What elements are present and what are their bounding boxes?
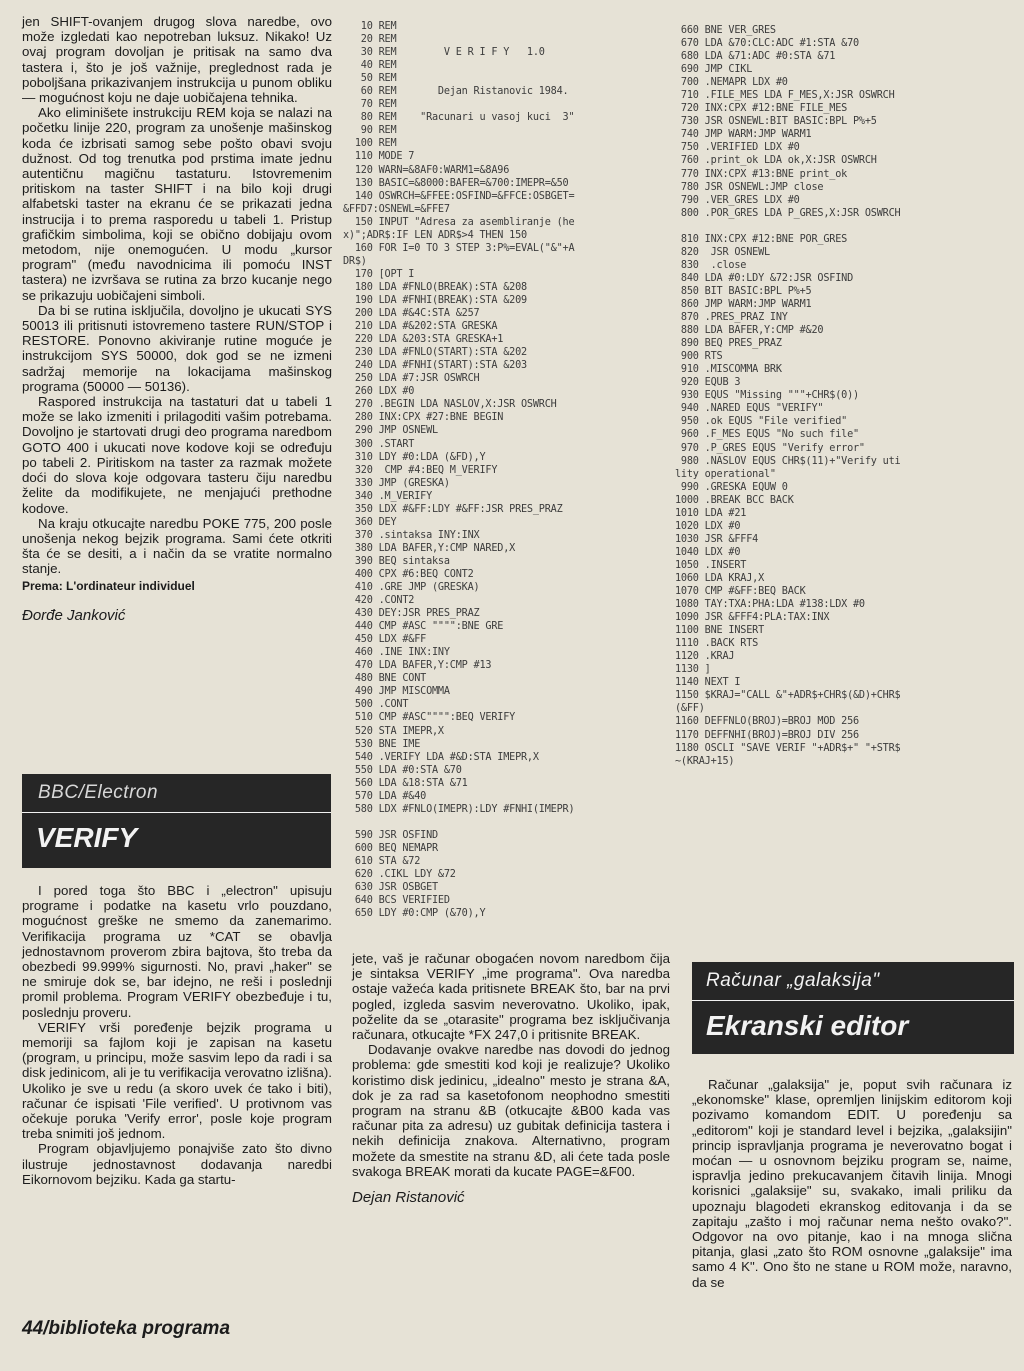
paragraph: Raspored instrukcija na tastaturi dat u tabeli 1 može se lako izmeniti i prilagoditi vašim potrebama. Dovoljno je startovati drugi deo programa naredbom GOTO 400 i ukucati nove kodove koji se određuju po tabeli 2. Piritiskom na taster za razmak možete doći do slova koje odgovara tasteru čiju naredbu želite da modifikujete, ne menjajući prethodne kodove. [22,394,332,516]
banner-subtitle: Računar „galaksija" [706,970,880,991]
author-name: Đorđe Janković [22,606,126,624]
paragraph: Da bi se rutina isključila, dovoljno je ukucati SYS 50013 ili pritisnuti istovremeno tastere RUN/STOP i RESTORE. Ponovno akiviranje rutine moguće je instrukcijom SYS 50000, dok god se ne izmeni sadržaj memorije na lokacijama mašinskog programa (50000 — 50136). [22,302,332,394]
paragraph: VERIFY vrši poređenje bejzik programa u memoriji sa fajlom koji je zapisan na kasetu (program, u principu, može sasvim lepo da radi i sa disk jedinicom, ali je tu verifikacija verovatno izlišna). Ukoliko je sve u redu (a skoro uvek će tako i biti), računar će ispisati 'File verified'. U protivnom vas očekuje poruka 'Verify error', posle koje program treba snimiti još jednom. [22,1019,332,1142]
galaksija-title-banner [692,962,1014,1054]
article-verify-text [22,883,332,1187]
source-credit: Prema: L'ordinateur individuel [22,578,195,593]
banner-title: Ekranski editor [706,1010,909,1041]
paragraph: Računar „galaksija" je, poput svih računara iz „ekonomske" klase, opremljen linijskim editorom koji pozivamo komandom EDIT. U poređenju sa „editorom" koji je standard level i bejzika, „galaksijin" princip ispravljanja programa je neverovatno bogat i moćan — u osnovnom bejziku program se, naime, ispravlja jedino prekucavanjem čitavih linija. Mnogi korisnici „galaksije" su, svakako, imali priliku da upoznaju blagodeti ekranskog editovanja i da se zapitaju „zašto i moj računar nema nešto ovako?". Odgovor na ovo pitanje, kao i na mnoga slična pitanja, glasi „zato što ROM osnovne „galaksije" ima samo 4 K". Ono što ne stane u ROM može, naravno, da se [692,1077,1012,1290]
banner-subtitle: BBC/Electron [38,782,159,803]
paragraph: Program objavljujemo ponajviše zato što divno ilustruje jednostavnost dodavanja naredbi Eikornovom bejziku. Kada ga startu- [22,1141,332,1187]
paragraph: Na kraju otkucajte naredbu POKE 775, 200 posle unošenja nekog bejzik programa. Sami ćete otkriti šta će se desiti, a i način da se vratite normalno stanje. [22,515,332,577]
column-3-lower [692,1077,1012,1290]
verify-title-banner [22,774,331,868]
basic-code-listing-part-1: 10 REM 20 REM 30 REM V E R I F Y 1.0 40 REM 50 REM 60 REM Dejan Ristanovic 1984. 70 REM 80 REM "Racunari u vasoj kuci 3" 90 REM 100 REM 110 MODE 7 120 WARN=&8AF0:WARM1=&8A96 130 BASIC=&8000:BAFER=&700:IMEPR=&50 140 OSWRCH=&FFEE:OSFIND=&FFCE:OSBGET= &FFD7:OSNEWL=&FFE7 150 INPUT "Adresa za asembliranje (he x)";ADR$:IF LEN ADR$>4 THEN 150 160 FOR I=0 TO 3 STEP 3:P%=EVAL("&"+A DR$) 170 [OPT I 180 LDA #FNLO(BREAK):STA &208 190 LDA #FNHI(BREAK):STA &209 200 LDA #&4C:STA &257 210 LDA #&202:STA GRESKA 220 LDA &203:STA GRESKA+1 230 LDA #FNLO(START):STA &202 240 LDA #FNHI(START):STA &203 250 LDA #7:JSR OSWRCH 260 LDX #0 270 .BEGIN LDA NASLOV,X:JSR OSWRCH 280 INX:CPX #27:BNE BEGIN 290 JMP OSNEWL 300 .START 310 LDY #0:LDA (&FD),Y 320 CMP #4:BEQ M_VERIFY 330 JMP (GRESKA) 340 .M_VERIFY 350 LDX #&FF:LDY #&FF:JSR PRES_PRAZ 360 DEY 370 .sintaksa INY:INX 380 LDA BAFER,Y:CMP NARED,X 390 BEQ sintaksa 400 CPX #6:BEQ CONT2 410 .GRE JMP (GRESKA) 420 .CONT2 430 DEY:JSR PRES_PRAZ 440 CMP #ASC """":BNE GRE 450 LDX #&FF 460 .INE INX:INY 470 LDA BAFER,Y:CMP #13 480 BNE CONT 490 JMP MISCOMMA 500 .CONT 510 CMP #ASC"""":BEQ VERIFY 520 STA IMEPR,X 530 BNE IME 540 .VERIFY LDA #&D:STA IMEPR,X 550 LDA #0:STA &70 560 LDA &18:STA &71 570 LDA #&40 580 LDX #FNLO(IMEPR):LDY #FNHI(IMEPR) 590 JSR OSFIND 600 BEQ NEMAPR 610 STA &72 620 .CIKL LDY &72 630 JSR OSBGET 640 BCS VERIFIED 650 LDY #0:CMP (&70),Y [343,21,575,920]
paragraph: jete, vaš je računar obogaćen novom naredbom čija je sintaksa VERIFY „ime programa". Ova naredba ostaje važeća kada pritisnete BREAK što, bar na prvi pogled, izgleda sasvim neverovatno. Ukoliko, ipak, poželite da se „otarasite" programa bez isključivanja računara, otkucajte *FX 247,0 i pritisnite BREAK. [352,951,670,1043]
column-3 [675,24,1020,768]
paragraph: Ako eliminišete instrukciju REM koja se nalazi na početku linije 220, program za unošenje mašinskog koda će izbrisati samog sebe pošto obavi svoju dužnost. Od tog trenutka pod prstima imate jednu autentičnu magičnu tastaturu. Istovremenim pritiskom na taster SHIFT i na bilo koji drugi alfabetski taster na ekranu će se prikazati jedna instrucija i to prema rasporedu u tabeli 1. Pristup grafičkim simbolima, koji se obično dobijaju ovom metodom, nije onemogućen. U modu „kursor program" (među navodnicima ili pomoću INST tastera) ne izvršava se rutina za brzo kucanje nego se prikazuju uobičajeni simboli. [22,105,332,303]
paragraph: jen SHIFT-ovanjem drugog slova naredbe, ovo može izgledati kao nepotreban luksuz. Nikako! Uz ovaj program dovoljan je pritisak na samo dva tastera i, što je još važnije, preglednost rada je poboljšana prikazivanjem instrukcija u punom obliku — mogućnost koju ne daje uobičajena tehnika. [22,14,332,106]
author-name: Dejan Ristanović [352,1189,465,1207]
paragraph: I pored toga što BBC i „electron" upisuju programe i podatke na kasetu vrlo pouzdano, mogućnost greške ne smemo da zanemarimo. Verifikacija programa uz *CAT se obavlja jednostavnom proverom zbira bajtova, što treba da obezbedi 99.999% sigurnosti. No, pravi „haker" se ne smiruje dok se, bar idejno, ne reši i poslednji promil problema. Program VERIFY obezbeđuje i tu, poslednju proveru. [22,883,332,1020]
column-2-lower [352,951,670,1206]
basic-code-listing-part-2: 660 BNE VER_GRES 670 LDA &70:CLC:ADC #1:STA &70 680 LDA &71:ADC #0:STA &71 690 JMP CIKL 700 .NEMAPR LDX #0 710 .FILE_MES LDA F_MES,X:JSR OSWRCH 720 INX:CPX #12:BNE FILE_MES 730 JSR OSNEWL:BIT BASIC:BPL P%+5 740 JMP WARM:JMP WARM1 750 .VERIFIED LDX #0 760 .print_ok LDA ok,X:JSR OSWRCH 770 INX:CPX #13:BNE print_ok 780 JSR OSNEWL:JMP close 790 .VER_GRES LDX #0 800 .POR_GRES LDA P_GRES,X:JSR OSWRCH 810 INX:CPX #12:BNE POR_GRES 820 JSR OSNEWL 830 .close 840 LDA #0:LDY &72:JSR OSFIND 850 BIT BASIC:BPL P%+5 860 JMP WARM:JMP WARM1 870 .PRES_PRAZ INY 880 LDA BAFER,Y:CMP #&20 890 BEQ PRES_PRAZ 900 RTS 910 .MISCOMMA BRK 920 EQUB 3 930 EQUS "Missing """+CHR$(0)) 940 .NARED EQUS "VERIFY" 950 .ok EQUS "File verified" 960 .F_MES EQUS "No such file" 970 .P_GRES EQUS "Verify error" 980 .NASLOV EQUS CHR$(11)+"Verify uti lity operational" 990 .GRESKA EQUW 0 1000 .BREAK BCC BACK 1010 LDA #21 1020 LDX #0 1030 JSR &FFF4 1040 LDX #0 1050 .INSERT 1060 LDA KRAJ,X 1070 CMP #&FF:BEQ BACK 1080 TAY:TXA:PHA:LDA #138:LDX #0 1090 JSR &FFF4:PLA:TAX:INX 1100 BNE INSERT 1110 .BACK RTS 1120 .KRAJ 1130 ] 1140 NEXT I 1150 $KRAJ="CALL &"+ADR$+CHR$(&D)+CHR$ (&FF) 1160 DEFFNLO(BROJ)=BROJ MOD 256 1170 DEFFNHI(BROJ)=BROJ DIV 256 1180 OSCLI "SAVE VERIF "+ADR$+" "+STR$ ~(KRAJ+15) [675,25,901,767]
column-1 [22,14,332,624]
paragraph: Dodavanje ovakve naredbe nas dovodi do jednog problema: gde smestiti kod koji je realizuje? Ukoliko koristimo disk jedinicu, „idealno" mesto je strana &A, dok je za rad sa kasetofonom neophodno smestiti program na stranu &B (otkucajte &B00 kada vas računar pita za adresu) uz gubitak definicija tastera i nekih definicija znakova. Alternativno, program možete da smestite na stranu &D, ali ćete tada posle svakoga BREAK morati da kucate PAGE=&F00. [352,1042,670,1179]
article-galaksija-text [692,1077,1012,1290]
column-2 [343,20,673,920]
article-verify-text-continued [352,951,670,1179]
column-1-lower [22,883,332,1187]
page-footer: 44/biblioteka programa [22,1318,231,1339]
banner-divider [692,1000,1014,1001]
banner-divider [22,812,331,813]
banner-title: VERIFY [36,822,138,853]
article-kursor-text-top [22,14,332,577]
